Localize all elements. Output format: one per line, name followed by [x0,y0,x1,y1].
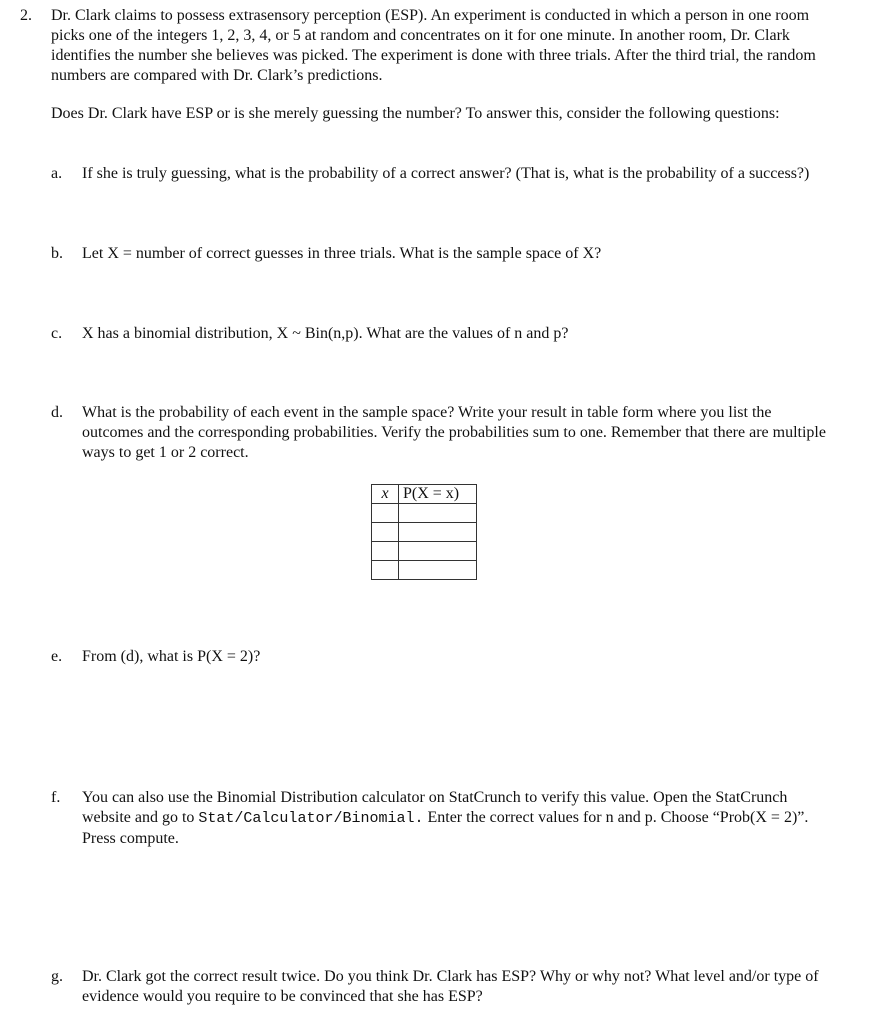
table-cell [399,542,477,561]
part-f-text-before: You can also use the Binomial Distribution calculator on StatCrunch to verify this value. Open the StatCrunch website and go to [82,789,788,826]
part-e-label: e. [51,648,63,665]
part-g-label: g. [51,968,63,985]
problem-intro: Dr. Clark claims to possess extrasensory perception (ESP). An experiment is conducted in which a person in one room picks one of the integers 1, 2, 3, 4, or 5 at random and concentrates on it for one minute. In another room, Dr. Clark identifies the number she believes was picked. The experiment is done with three trials. After the third trial, the random numbers are compared with Dr. Clark’s predictions. [51,7,816,84]
part-g-text: Dr. Clark got the correct result twice. Do you think Dr. Clark has ESP? Why or why not? What level and/or type of evidence would you require to be convinced that she has ESP? [82,968,819,1005]
part-e-text: From (d), what is P(X = 2)? [82,648,261,665]
part-a-text: If she is truly guessing, what is the probability of a correct answer? (That is, what is the probability of a success?) [82,165,810,182]
table-row [372,561,477,580]
table-row [372,542,477,561]
table-header-x: x [372,485,399,504]
part-c-text: X has a binomial distribution, X ~ Bin(n,p). What are the values of n and p? [82,325,569,342]
part-d-text: What is the probability of each event in the sample space? Write your result in table form where you list the outcomes and the corresponding probabilities. Verify the probabilities sum to one. Remember that there are multiple ways to get 1 or 2 correct. [82,404,826,461]
part-c-label: c. [51,325,63,342]
part-f-label: f. [51,789,61,806]
table-cell [372,523,399,542]
part-b-text: Let X = number of correct guesses in three trials. What is the sample space of X? [82,245,602,262]
table-header-row [372,485,477,504]
part-d-label: d. [51,404,63,421]
table-cell [372,504,399,523]
problem-question: Does Dr. Clark have ESP or is she merely guessing the number? To answer this, consider the following questions: [51,105,780,122]
table-cell [399,504,477,523]
problem-number: 2. [20,7,32,24]
part-b-label: b. [51,245,63,262]
table-cell [399,561,477,580]
table-header-prob: P(X = x) [399,485,477,504]
part-a-label: a. [51,165,63,182]
probability-table [371,484,477,580]
part-f-text [82,788,832,849]
table-cell [399,523,477,542]
table-row [372,523,477,542]
part-f-text-after: Enter the correct values for n and p. Choose “Prob(X = 2)”. Press compute. [82,809,809,847]
table-cell [372,542,399,561]
statcrunch-path: Stat/Calculator/Binomial. [198,810,424,827]
table-cell [372,561,399,580]
table-row [372,504,477,523]
